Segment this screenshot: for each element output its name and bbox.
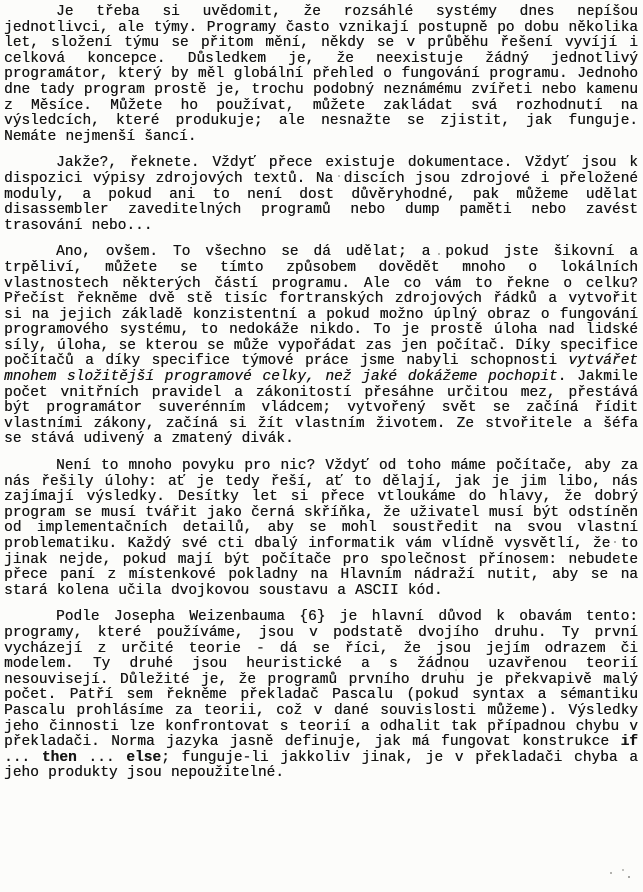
paragraph — [4, 156, 638, 234]
text-run-bold: if — [620, 734, 638, 751]
text-run: ... — [76, 749, 127, 766]
text-run: Jakže?, řeknete. Vždyť přece existuje dokumentace. Vždyť jsou k dispozici výpisy zdrojových textů. Na discích jsou zdrojové i přeložené moduly, a pokud ani to není dost důvěryhodné, pak můžeme udělat disassembler zaveditelných programů nebo dump paměti nebo zavést trasování nebo... — [4, 155, 638, 234]
text-run: ; funguje-li jakkoliv jinak, je v překladači chyba a jeho produkty jsou nepoužitelné. — [4, 749, 638, 782]
text-run-italic: vytvářet mnohem složitější programové celky, než jaké dokážeme pochopit — [4, 353, 638, 386]
paragraph — [4, 245, 638, 448]
document-body — [4, 5, 638, 782]
text-run: . Jakmile počet vnitřních pravidel a zákonitostí přesáhne určitou mez, přestává být programátor suverénním vládcem; vytvořený svět se začíná řídit vlastními zákony, začíná si žít vlastním životem. Ze stvořitele a šéfa se stává udivený a zmatený divák. — [4, 369, 638, 448]
paragraph — [4, 5, 638, 145]
text-run: Není to mnoho povyku pro nic? Vždyť od toho máme počítače, aby za nás řešily úlohy: ať je tedy řeší, ať to dělají, jak je jim libo, nás zajímají výsledky. Desítky let si přece vtloukáme do hlavy, že dobrý program se musí tvářit jako černá skříňka, že uživatel musí být odstíněn od implementačních detailů, aby se mohl soustředit na svou vlastní problematiku. Každý své cti dbalý informatik vám vlídně vysvětlí, že to jinak nejde, pokud mají být počítače pro společnost přínosem: nebudete přece paní z místenkové pokladny na Hlavním nádraží nutit, aby se na stará kolena učila dvojkovou soustavu a ASCII kód. — [4, 458, 638, 599]
text-run: Podle Josepha Weizenbauma {6} je hlavní důvod k obavám tento: programy, které používáme, jsou v podstatě dvojího druhu. Ty první vycházejí z určité teorie - dá se říci, že jsou jejím odrazem či modelem. Ty druhé jsou heuristické a s žádnou uzavřenou teorií nesouvisejí. Důležité je, že programů prvního druhu je překvapivě malý počet. Patří sem řekněme překladač Pascalu (pokud syntax a sémantiku Pascalu prohlásíme za teorii, což v dané souvislosti můžeme). Výsledky jeho činnosti lze konfrontovat s teorií a odhalit tak případnou chybu v překladači. Norma jazyka jasně definuje, jak má fungovat konstrukce — [4, 609, 638, 751]
text-run-bold: else — [126, 749, 162, 766]
paragraph — [4, 610, 638, 782]
text-run: ... — [4, 749, 42, 766]
text-run-bold: then — [41, 749, 77, 766]
scan-speckle — [628, 876, 630, 878]
text-run: Je třeba si uvědomit, že rozsáhlé systémy dnes nepíšou jednotlivci, ale týmy. Programy často vznikají postupně po dobu několika let, složení týmu se přitom mění, někdy se v průběhu řešení vyvíjí i celková koncepce. Důsledkem je, že neexistuje žádný jednotlivý programátor, který by měl globální přehled o fungování programu. Jednoho dne tady program prostě je, trochu podobný neznámému zvířeti nebo kamenu z Měsíce. Můžete ho používat, můžete zakládat svá rozhodnutí na výsledcích, které produkuje; ale nesnažte se zjistit, jak funguje. Nemáte nejmenší šancí. — [4, 4, 638, 145]
paragraph — [4, 459, 638, 599]
text-run: Ano, ovšem. To všechno se dá udělat; a pokud jste šikovní a trpěliví, můžete se tímto způsobem dovědět mnoho o lokálních vlastnostech některých částí programu. Ale co vám to řekne o celku? Přečíst řekněme dvě stě tisíc fortranských zdrojových řádků a vytvořit si na jejich základě konzistentní a pokud možno úplný obraz o fungování programového systému, to nedokáže nikdo. To je prostě úloha nad lidské síly, úloha, se kterou se může vypořádat zas jen počítač. Díky specifice počítačů a díky specifice týmové práce jsme nabyli schopnosti — [4, 244, 638, 370]
